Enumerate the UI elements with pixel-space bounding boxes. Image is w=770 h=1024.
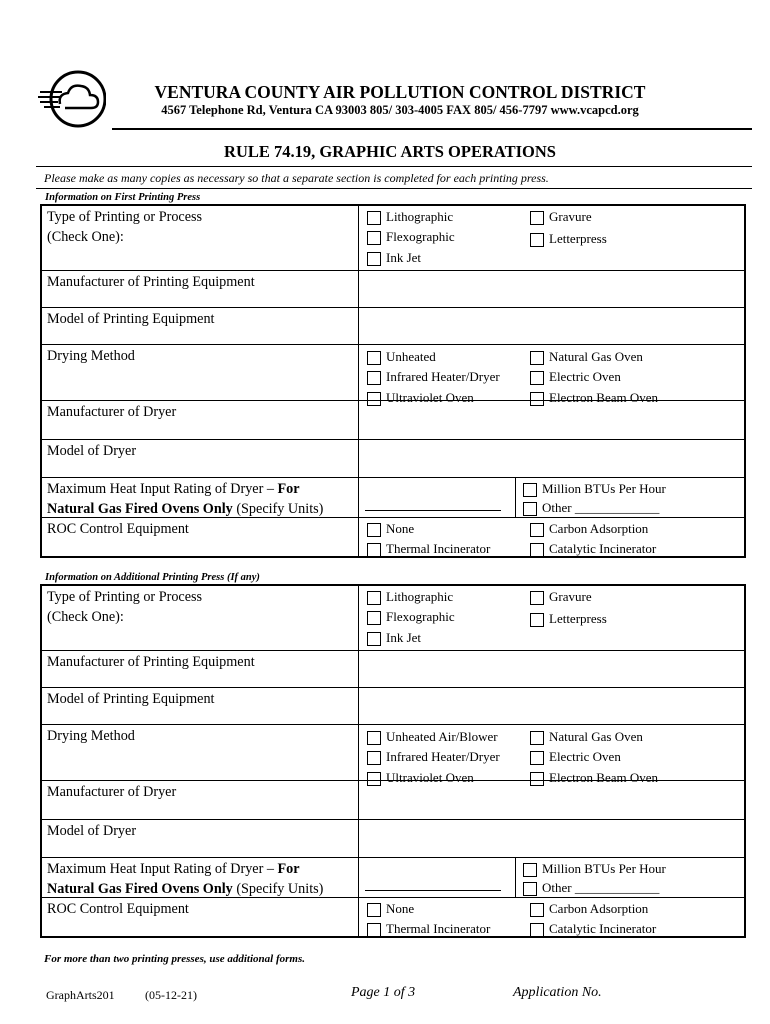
carbon-adsorption-label: Carbon Adsorption: [549, 521, 649, 536]
heat-rating-for: For: [277, 861, 300, 877]
label-cell: [42, 401, 359, 440]
label-cell: [42, 478, 359, 518]
carbon-adsorption-checkbox[interactable]: [530, 523, 544, 537]
manufacturer-dryer-label: Manufacturer of Dryer: [47, 404, 177, 420]
none-checkbox[interactable]: [367, 903, 381, 917]
roc-control-label: ROC Control Equipment: [47, 901, 189, 917]
row-model-dryer: [42, 819, 744, 858]
heat-rating-units: (Specify Units): [232, 500, 324, 517]
ultraviolet-oven-label: Ultraviolet Oven: [386, 770, 474, 785]
label-cell: [42, 688, 359, 725]
manufacturer-dryer-label: Manufacturer of Dryer: [47, 784, 177, 800]
none-label: None: [386, 521, 415, 536]
heat-rating-label: Maximum Heat Input Rating of Dryer –: [47, 861, 278, 877]
agency-address: 4567 Telephone Rd, Ventura CA 93003 805/ 303-4005 FAX 805/ 456-7797 www.vcapcd.org: [161, 103, 639, 117]
row-manufacturer-dryer: [42, 400, 744, 440]
model-equipment-input[interactable]: [359, 308, 744, 345]
drying-method-label: Drying Method: [47, 728, 135, 744]
gravure-checkbox[interactable]: [530, 591, 544, 605]
catalytic-incinerator-checkbox[interactable]: [530, 923, 544, 937]
label-cell: [42, 345, 359, 401]
form-date: (05-12-21): [145, 988, 197, 1002]
agency-name: VENTURA COUNTY AIR POLLUTION CONTROL DISTRICT: [154, 82, 646, 102]
model-equipment-label: Model of Printing Equipment: [47, 311, 215, 327]
electron-beam-oven-label: Electron Beam Oven: [549, 770, 659, 785]
row-heat: [42, 857, 744, 898]
model-equipment-label: Model of Printing Equipment: [47, 691, 215, 707]
ink-jet-checkbox[interactable]: [367, 252, 381, 266]
row-manufacturer-equipment: [42, 270, 744, 308]
other-units-checkbox[interactable]: [523, 502, 537, 516]
electron-beam-oven-label: Electron Beam Oven: [549, 390, 659, 405]
row-process: [42, 206, 744, 270]
letterpress-checkbox[interactable]: [530, 613, 544, 627]
label-cell: [42, 206, 359, 270]
lithographic-label: Lithographic: [386, 589, 454, 604]
gravure-label: Gravure: [549, 209, 592, 224]
row-model-dryer: [42, 439, 744, 478]
million-btus-checkbox[interactable]: [523, 483, 537, 497]
catalytic-incinerator-label: Catalytic Incinerator: [549, 921, 657, 936]
label-cell: [42, 308, 359, 345]
press-table-first: [40, 204, 746, 558]
label-cell: [42, 518, 359, 557]
row-manufacturer-equipment: [42, 650, 744, 688]
unheated-label: Unheated: [386, 349, 436, 364]
application-number: Application No.: [513, 985, 602, 1000]
row-drying: [42, 344, 744, 405]
heat-rating-natgas-only: Natural Gas Fired Ovens Only: [47, 880, 233, 897]
model-dryer-input[interactable]: [359, 440, 744, 478]
model-dryer-label: Model of Dryer: [47, 823, 137, 839]
manufacturer-equipment-label: Manufacturer of Printing Equipment: [47, 654, 255, 670]
unheated-label: Unheated Air/Blower: [386, 729, 498, 744]
carbon-adsorption-checkbox[interactable]: [530, 903, 544, 917]
manufacturer-equipment-label: Manufacturer of Printing Equipment: [47, 274, 255, 290]
million-btus-label: Million BTUs Per Hour: [542, 861, 666, 876]
ink-jet-checkbox[interactable]: [367, 632, 381, 646]
section-label-first: Information on First Printing Press: [45, 192, 201, 203]
infrared-heater-checkbox[interactable]: [367, 751, 381, 765]
page-title: RULE 74.19, GRAPHIC ARTS OPERATIONS: [224, 142, 556, 161]
label-cell: [42, 858, 359, 898]
row-drying: [42, 724, 744, 785]
natural-gas-oven-checkbox[interactable]: [530, 351, 544, 365]
label-cell: [42, 440, 359, 478]
heat-rating-for: For: [277, 481, 300, 497]
process-sublabel: (Check One):: [47, 608, 124, 625]
flexographic-checkbox[interactable]: [367, 611, 381, 625]
infrared-heater-label: Infrared Heater/Dryer: [386, 369, 500, 384]
thermal-incinerator-label: Thermal Incinerator: [386, 921, 491, 936]
ink-jet-label: Ink Jet: [386, 630, 422, 645]
label-cell: [42, 898, 359, 937]
row-roc: [42, 897, 744, 937]
instructions-divider: [36, 188, 752, 189]
row-model-equipment: [42, 687, 744, 725]
infrared-heater-checkbox[interactable]: [367, 371, 381, 385]
natural-gas-oven-label: Natural Gas Oven: [549, 349, 643, 364]
heat-rating-natgas-only: Natural Gas Fired Ovens Only: [47, 500, 233, 517]
carbon-adsorption-label: Carbon Adsorption: [549, 901, 649, 916]
letterpress-label: Letterpress: [549, 611, 607, 626]
ink-jet-label: Ink Jet: [386, 250, 422, 265]
manufacturer-dryer-input[interactable]: [359, 401, 744, 440]
page-number: Page 1 of 3: [351, 985, 416, 1000]
heat-rating-units: (Specify Units): [232, 880, 324, 897]
ultraviolet-oven-label: Ultraviolet Oven: [386, 390, 474, 405]
label-cell: [42, 725, 359, 781]
row-roc: [42, 517, 744, 557]
header-divider: [112, 128, 752, 130]
drying-method-label: Drying Method: [47, 348, 135, 364]
flexographic-checkbox[interactable]: [367, 231, 381, 245]
manufacturer-equipment-input[interactable]: [359, 651, 744, 688]
unheated-checkbox[interactable]: [367, 731, 381, 745]
lithographic-checkbox[interactable]: [367, 211, 381, 225]
infrared-heater-label: Infrared Heater/Dryer: [386, 749, 500, 764]
heat-rating-input[interactable]: [365, 510, 501, 511]
catalytic-incinerator-label: Catalytic Incinerator: [549, 541, 657, 556]
model-dryer-input[interactable]: [359, 820, 744, 858]
thermal-incinerator-checkbox[interactable]: [367, 543, 381, 557]
letterpress-label: Letterpress: [549, 231, 607, 246]
electric-oven-checkbox[interactable]: [530, 751, 544, 765]
electric-oven-label: Electric Oven: [549, 749, 621, 764]
thermal-incinerator-checkbox[interactable]: [367, 923, 381, 937]
other-units-checkbox[interactable]: [523, 882, 537, 896]
gravure-label: Gravure: [549, 589, 592, 604]
row-process: [42, 586, 744, 650]
lithographic-checkbox[interactable]: [367, 591, 381, 605]
section-label-additional: Information on Additional Printing Press (If any): [45, 572, 260, 583]
label-cell: [42, 820, 359, 858]
natural-gas-oven-checkbox[interactable]: [530, 731, 544, 745]
press-table-additional: [40, 584, 746, 938]
lithographic-label: Lithographic: [386, 209, 454, 224]
heat-units-divider: [515, 858, 516, 898]
title-divider: [36, 166, 752, 167]
label-cell: [42, 586, 359, 650]
label-cell: [42, 651, 359, 688]
none-checkbox[interactable]: [367, 523, 381, 537]
footer-note: For more than two printing presses, use additional forms.: [44, 953, 305, 965]
flexographic-label: Flexographic: [386, 229, 455, 244]
row-manufacturer-dryer: [42, 780, 744, 820]
heat-units-divider: [515, 478, 516, 518]
letterpress-checkbox[interactable]: [530, 233, 544, 247]
process-sublabel: (Check One):: [47, 228, 124, 245]
manufacturer-equipment-input[interactable]: [359, 271, 744, 308]
flexographic-label: Flexographic: [386, 609, 455, 624]
manufacturer-dryer-input[interactable]: [359, 781, 744, 820]
label-cell: [42, 271, 359, 308]
process-label: Type of Printing or Process: [47, 589, 203, 605]
none-label: None: [386, 901, 415, 916]
electric-oven-checkbox[interactable]: [530, 371, 544, 385]
other-units-label: Other _____________: [542, 500, 660, 515]
electric-oven-label: Electric Oven: [549, 369, 621, 384]
heat-rating-label: Maximum Heat Input Rating of Dryer –: [47, 481, 278, 497]
process-label: Type of Printing or Process: [47, 209, 203, 225]
catalytic-incinerator-checkbox[interactable]: [530, 543, 544, 557]
model-dryer-label: Model of Dryer: [47, 443, 137, 459]
unheated-checkbox[interactable]: [367, 351, 381, 365]
thermal-incinerator-label: Thermal Incinerator: [386, 541, 491, 556]
other-units-label: Other _____________: [542, 880, 660, 895]
million-btus-label: Million BTUs Per Hour: [542, 481, 666, 496]
label-cell: [42, 781, 359, 820]
row-heat: [42, 477, 744, 518]
gravure-checkbox[interactable]: [530, 211, 544, 225]
instructions: Please make as many copies as necessary so that a separate section is completed for each printing press.: [44, 171, 549, 185]
heat-rating-input[interactable]: [365, 890, 501, 891]
roc-control-label: ROC Control Equipment: [47, 521, 189, 537]
row-model-equipment: [42, 307, 744, 345]
form-id: GraphArts201: [46, 988, 115, 1002]
natural-gas-oven-label: Natural Gas Oven: [549, 729, 643, 744]
million-btus-checkbox[interactable]: [523, 863, 537, 877]
model-equipment-input[interactable]: [359, 688, 744, 725]
